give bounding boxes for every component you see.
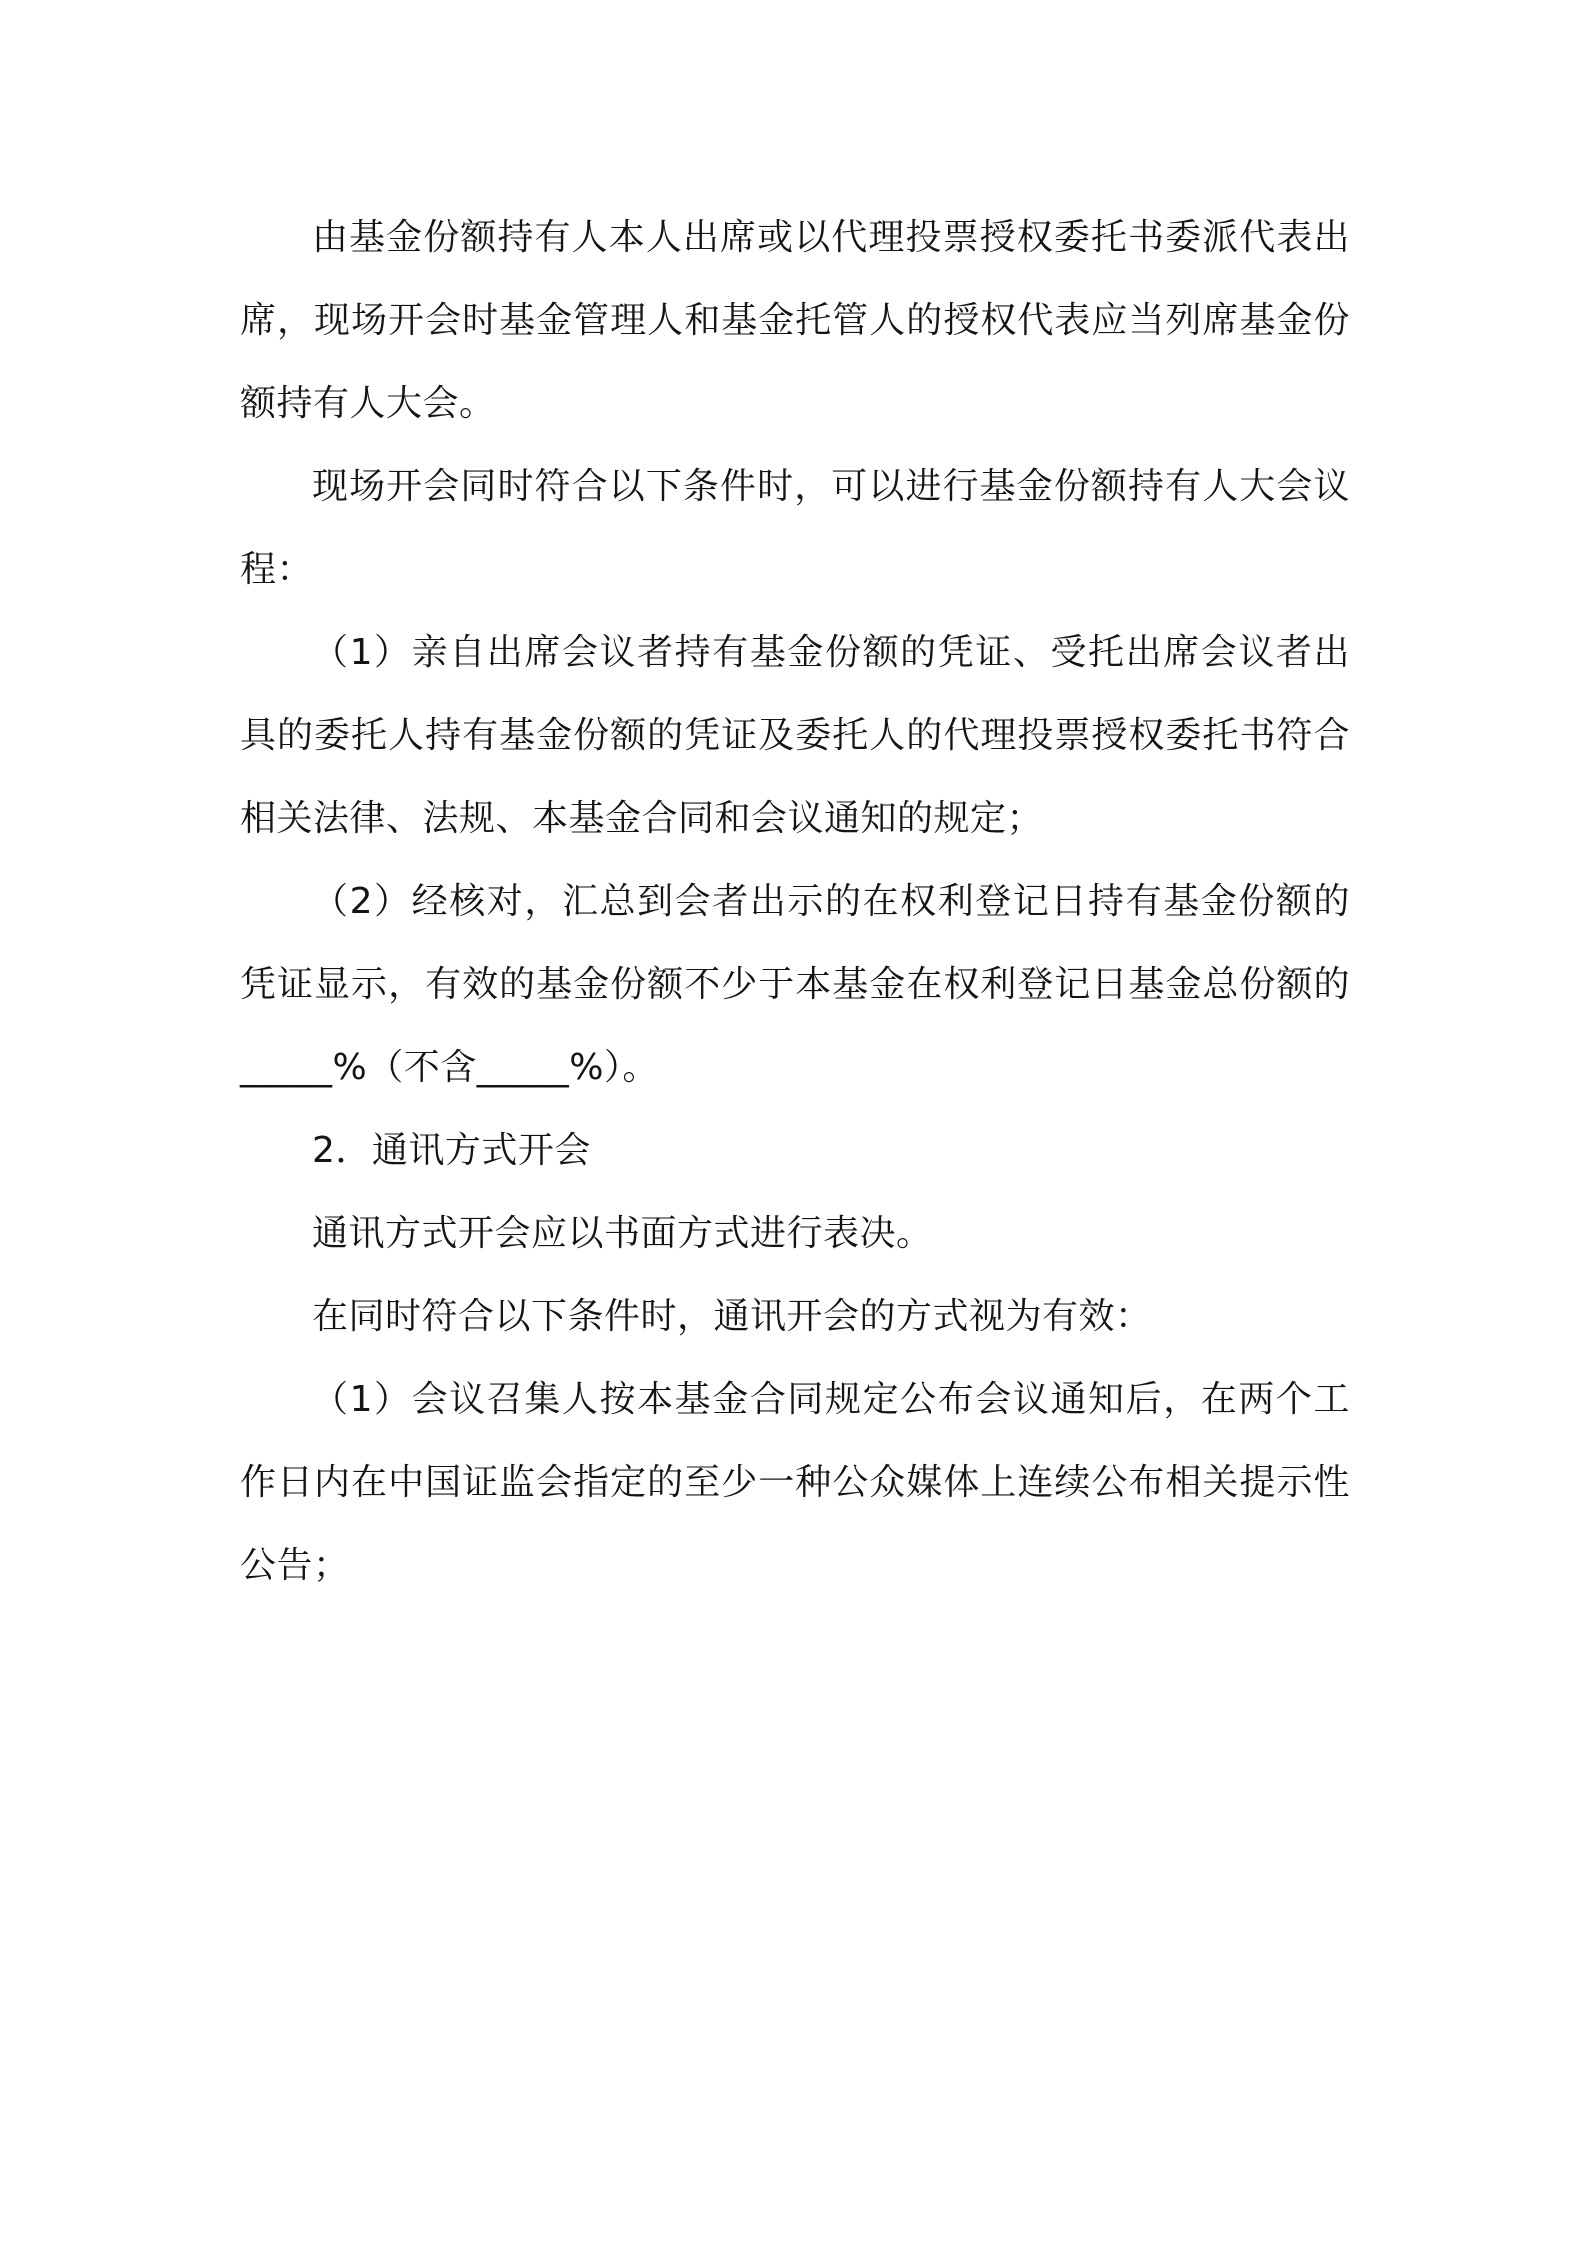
- document-body: [240, 196, 1350, 1607]
- paragraph-onsite-conditions: 现场开会同时符合以下条件时，可以进行基金份额持有人大会议程：: [240, 466, 1350, 590]
- paragraph-written-voting: 通讯方式开会应以书面方式进行表决。: [312, 1213, 933, 1254]
- section-heading-communication-meeting: 2．通讯方式开会: [312, 1130, 591, 1171]
- paragraph-onsite-condition-1: （1）亲自出席会议者持有基金份额的凭证、受托出席会议者出具的委托人持有基金份额的凭证及委托人的代理投票授权委托书符合相关法律、法规、本基金合同和会议通知的规定；: [240, 632, 1350, 839]
- paragraph-onsite-condition-2: （2）经核对，汇总到会者出示的在权利登记日持有基金份额的凭证显示，有效的基金份额不少于本基金在权利登记日基金总份额的_____%（不含_____%）。: [240, 881, 1350, 1088]
- paragraph-attendance: 由基金份额持有人本人出席或以代理投票授权委托书委派代表出席，现场开会时基金管理人和基金托管人的授权代表应当列席基金份额持有人大会。: [240, 217, 1350, 424]
- paragraph-communication-conditions: 在同时符合以下条件时，通讯开会的方式视为有效：: [312, 1296, 1152, 1337]
- paragraph-communication-condition-1: （1）会议召集人按本基金合同规定公布会议通知后，在两个工作日内在中国证监会指定的至少一种公众媒体上连续公布相关提示性公告；: [240, 1379, 1350, 1586]
